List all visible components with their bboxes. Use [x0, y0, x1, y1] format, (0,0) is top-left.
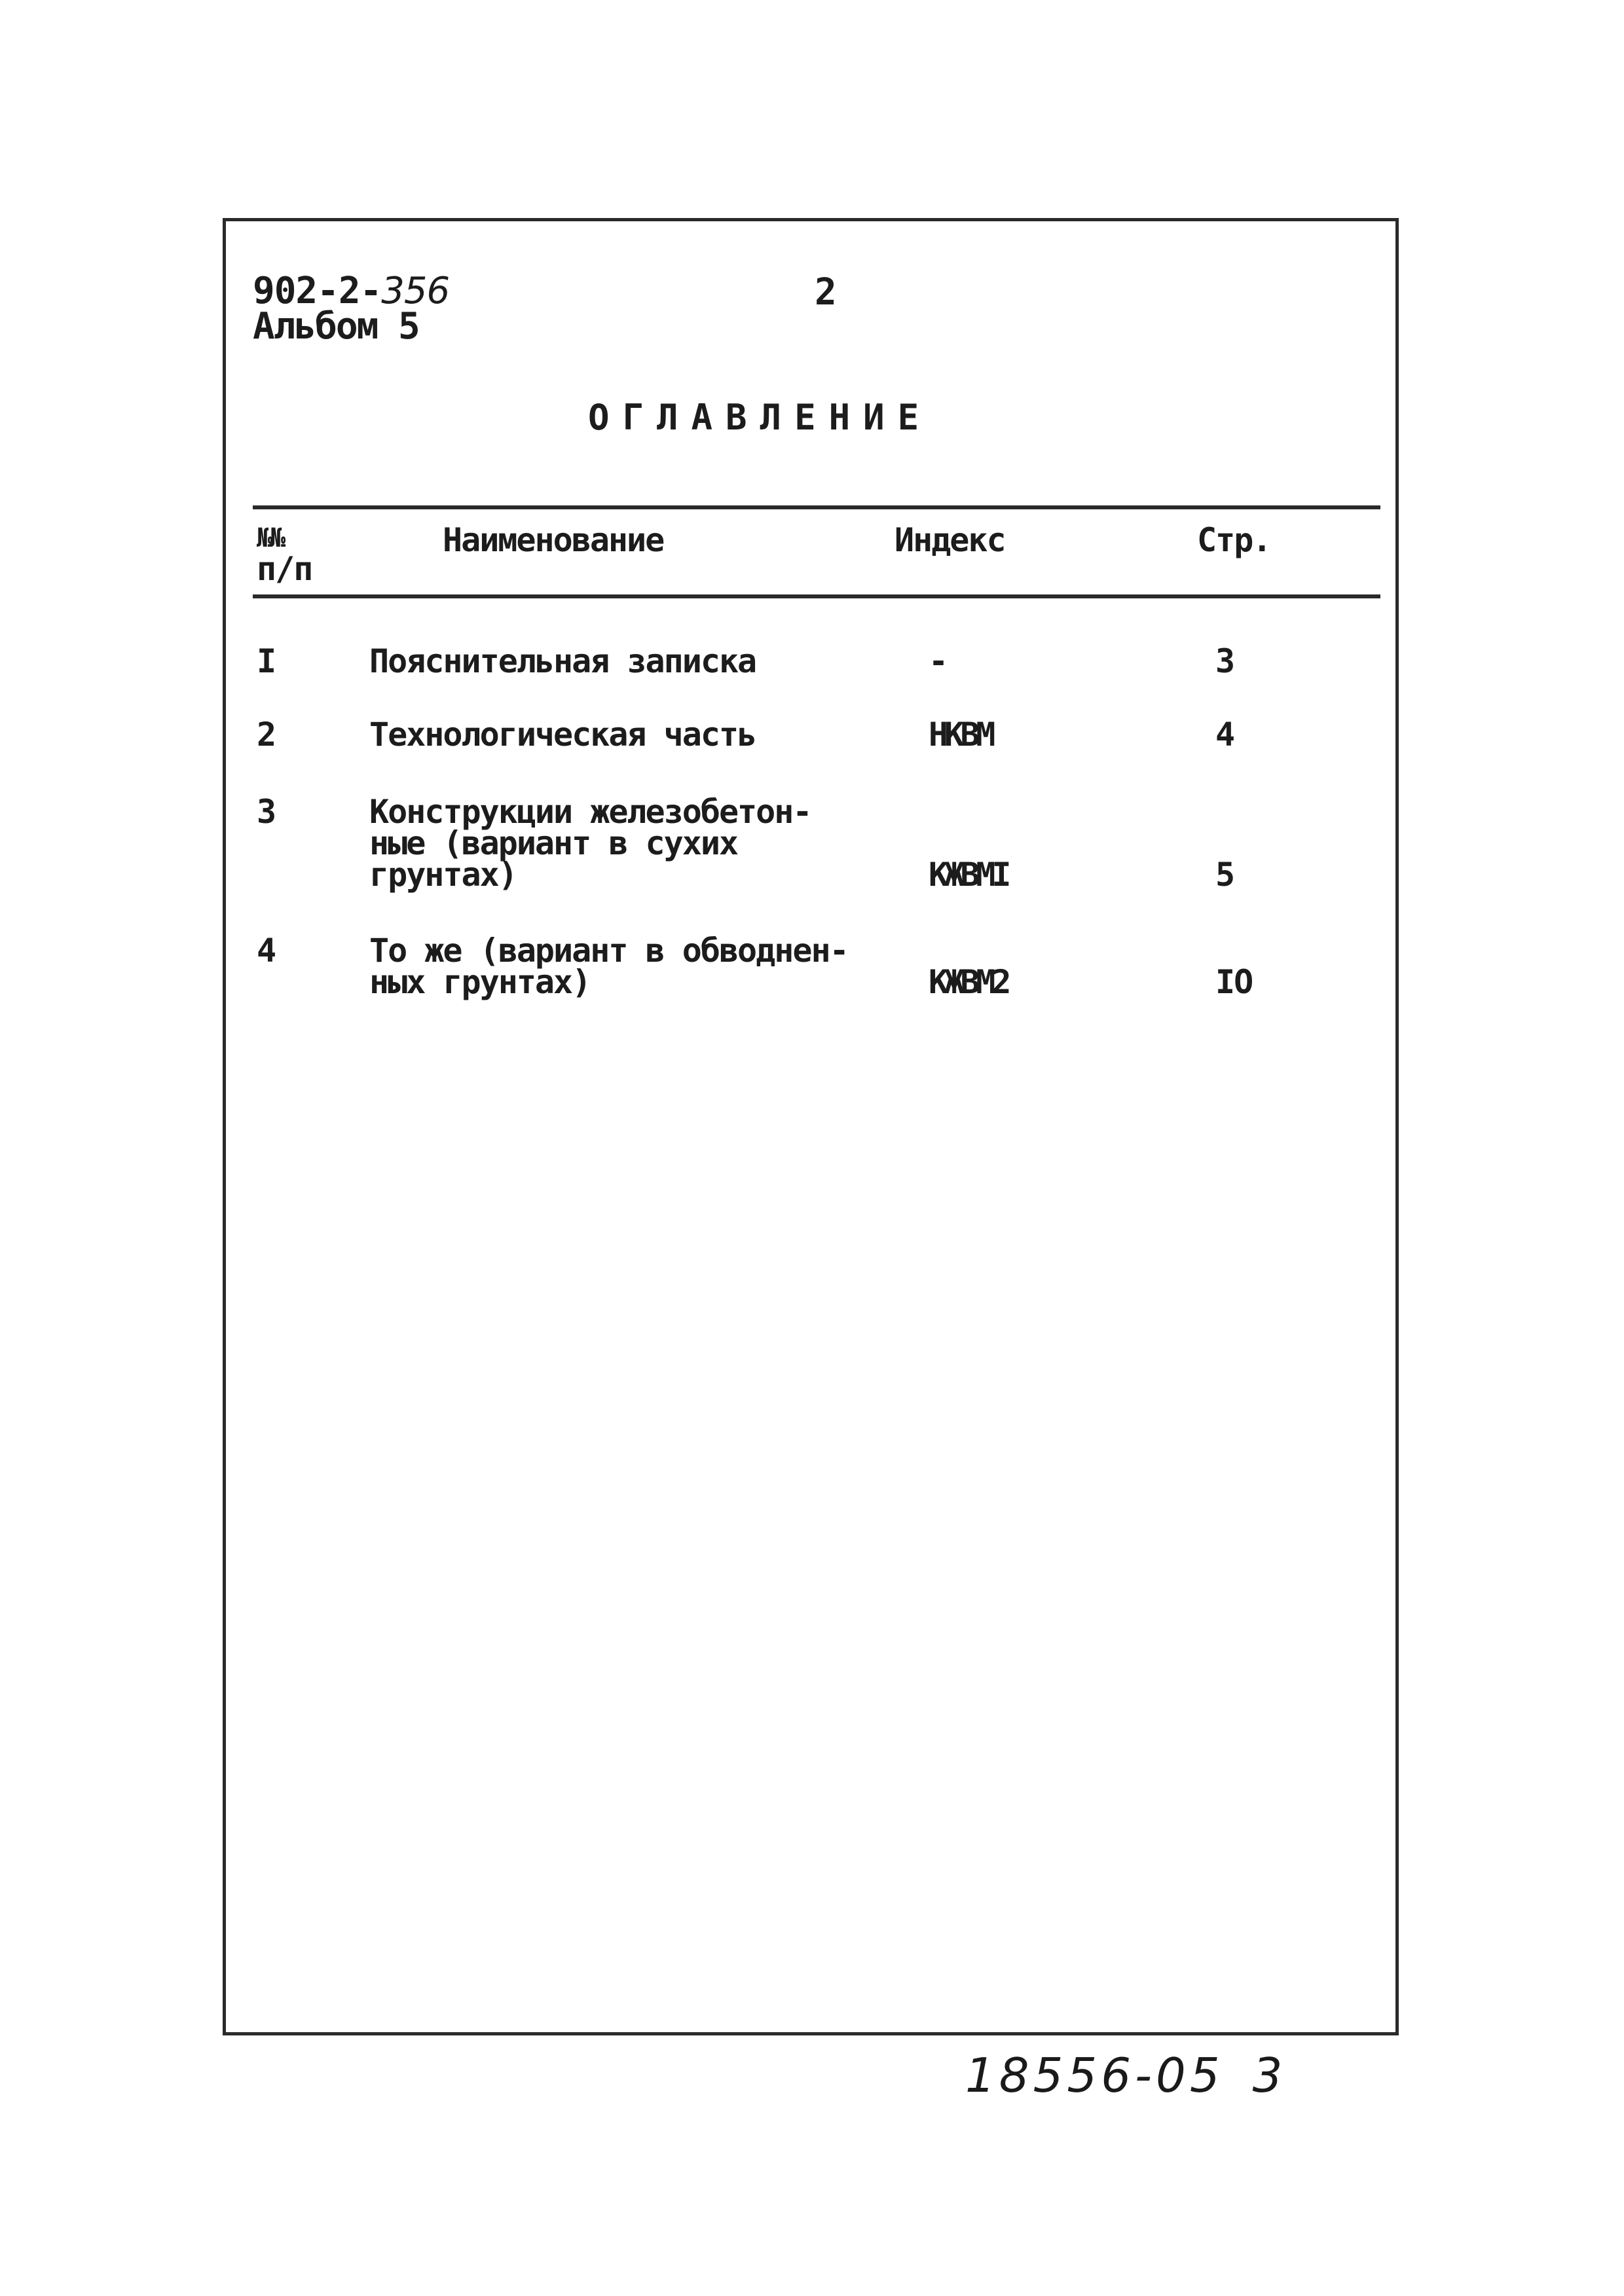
row-page: 4: [1215, 716, 1234, 754]
row-page: IO: [1215, 963, 1253, 1001]
row-name-line: Конструкции железобетон-: [369, 793, 811, 831]
row-number: 4: [257, 932, 276, 970]
row-number: 2: [257, 716, 276, 754]
row-number: I: [257, 642, 276, 680]
column-header-number: [257, 523, 312, 588]
header-rule-top: [253, 505, 1380, 509]
row-index: КЖВМI: [929, 856, 1008, 894]
row-index: НКВМ: [929, 716, 992, 754]
row-name-line: Пояснительная записка: [369, 642, 756, 680]
handwritten-archive-code: [965, 2049, 1286, 2102]
row-name-line: ных грунтах): [369, 963, 591, 1001]
row-name-line: То же (вариант в обводнен-: [369, 932, 848, 970]
row-name-line: ные (вариант в сухих: [369, 824, 738, 862]
page-number: 2: [815, 271, 837, 314]
column-header-name: Наименование: [443, 521, 664, 559]
row-page: 5: [1215, 856, 1234, 894]
document-code: [253, 270, 450, 312]
row-name-line: Технологическая часть: [369, 716, 756, 754]
document-code-prefix: 902-2-: [253, 270, 382, 312]
row-name: [369, 716, 887, 754]
column-header-number-line1: №№: [257, 523, 284, 553]
row-index: КЖВМ2: [929, 963, 1008, 1001]
column-header-number-line2: п/п: [257, 550, 312, 588]
page-title: ОГЛАВЛЕНИЕ: [588, 397, 932, 438]
row-page: 3: [1215, 642, 1234, 680]
handwritten-code: 18556-05: [965, 2048, 1224, 2103]
column-header-page: Стр.: [1197, 521, 1271, 559]
row-number: 3: [257, 793, 276, 831]
handwritten-page: 3: [1252, 2048, 1287, 2103]
album-label: Альбом 5: [253, 305, 419, 348]
row-name-line: грунтах): [369, 856, 517, 894]
row-index: -: [929, 642, 945, 680]
row-name: [369, 793, 887, 894]
row-name: [369, 642, 887, 680]
column-header-index: Индекс: [895, 521, 1005, 559]
page-frame: [223, 218, 1399, 2035]
header-rule-bottom: [253, 594, 1380, 598]
row-name: [369, 932, 887, 1001]
document-code-number: 356: [381, 270, 450, 312]
